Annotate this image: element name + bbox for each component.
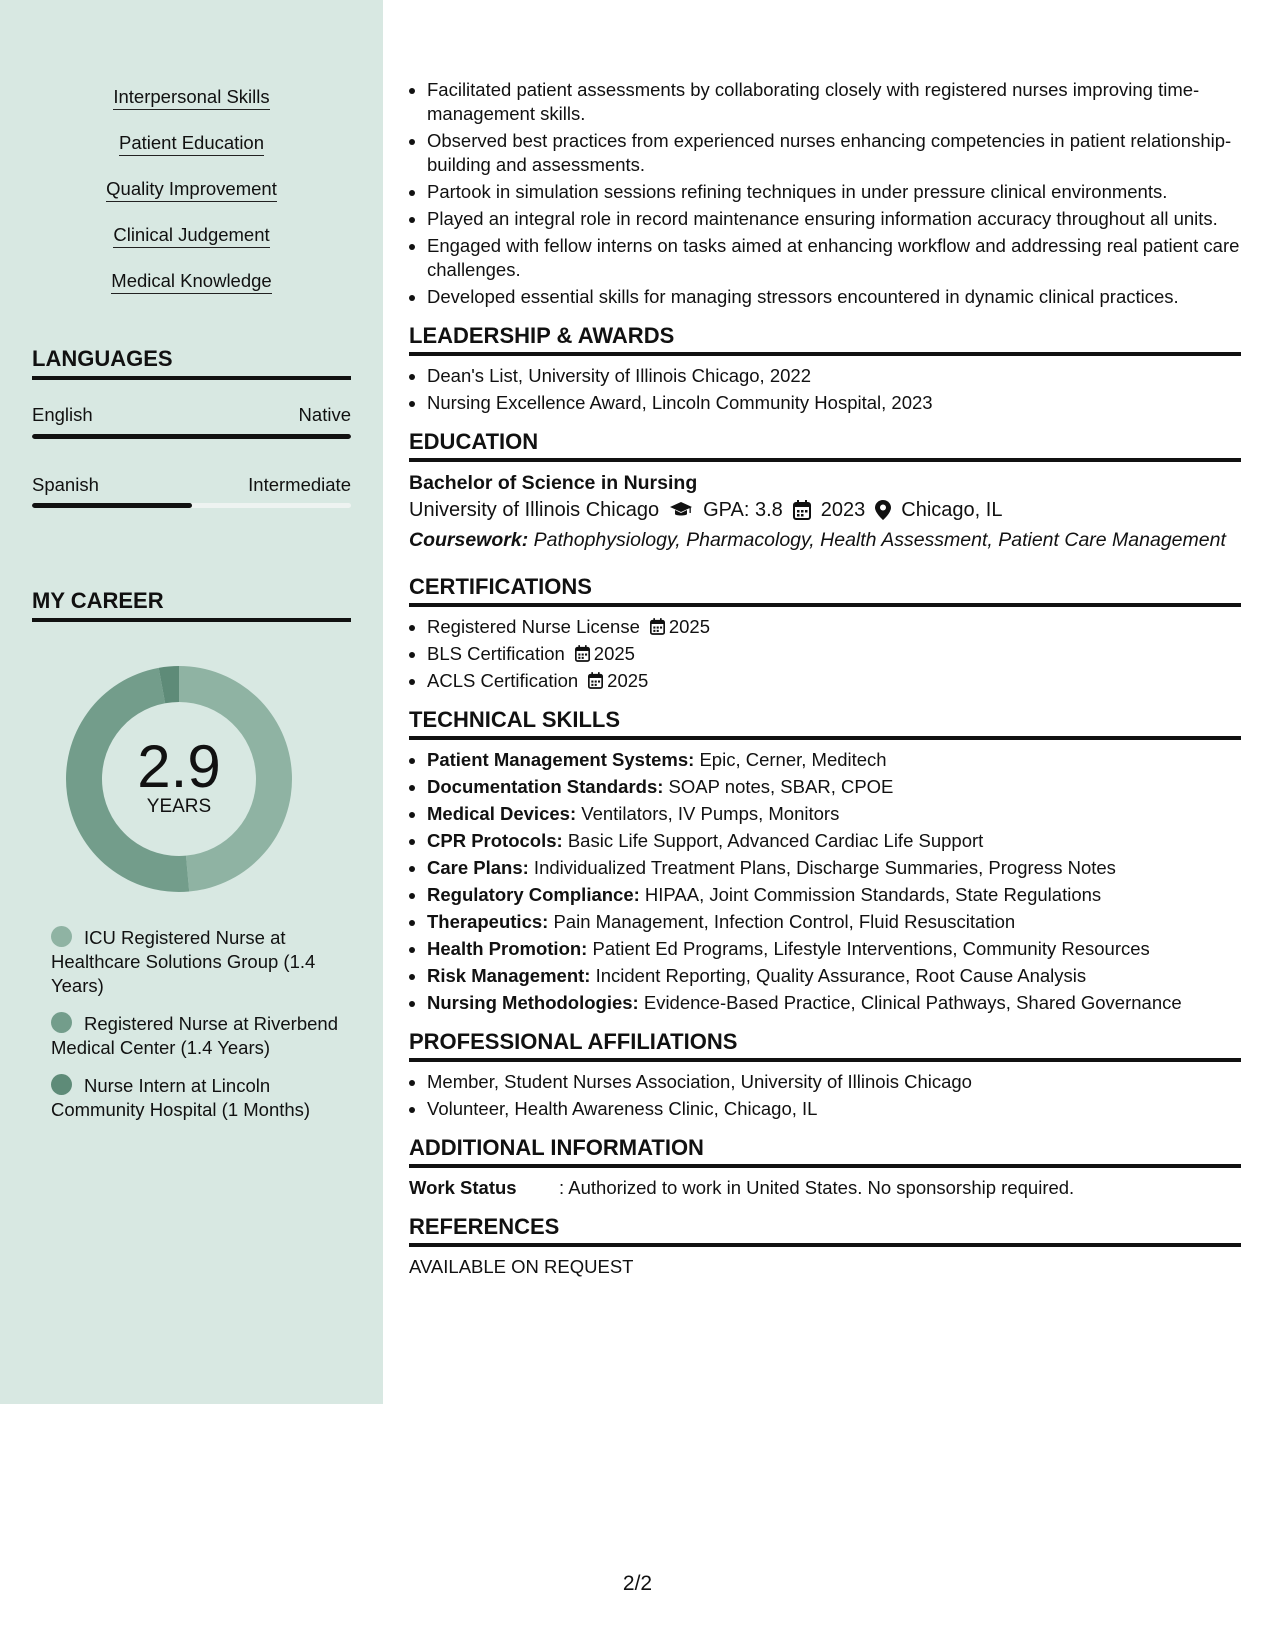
skill-tag: Interpersonal Skills bbox=[113, 86, 269, 110]
additional-info-heading: ADDITIONAL INFORMATION bbox=[409, 1135, 1241, 1168]
technical-skill-item bbox=[427, 829, 1241, 853]
skill-value: HIPAA, Joint Commission Standards, State Regulations bbox=[639, 884, 1102, 905]
experience-bullet: • Partook in simulation sessions refining techniques in under pressure clinical environments. bbox=[427, 180, 1241, 204]
calendar-icon bbox=[793, 500, 811, 520]
career-total-number: 2.9 bbox=[137, 733, 221, 800]
language-name: English bbox=[32, 404, 93, 425]
affiliations-heading: PROFESSIONAL AFFILIATIONS bbox=[409, 1029, 1241, 1062]
affiliation-item: • Member, Student Nurses Association, University of Illinois Chicago bbox=[427, 1070, 1241, 1094]
technical-skill-item bbox=[427, 856, 1241, 880]
certification-year: 2025 bbox=[607, 670, 649, 691]
technical-skill-item bbox=[427, 748, 1241, 772]
education-location: Chicago, IL bbox=[901, 499, 1003, 521]
skill-tag: Quality Improvement bbox=[106, 178, 277, 202]
calendar-icon bbox=[575, 645, 590, 662]
skill-label: Regulatory Compliance: bbox=[427, 884, 640, 905]
school-name: University of Illinois Chicago bbox=[409, 499, 660, 521]
career-heading: MY CAREER bbox=[32, 588, 351, 622]
skill-tags bbox=[0, 86, 383, 316]
certifications-list bbox=[409, 615, 1241, 693]
graduation-year: 2023 bbox=[820, 499, 866, 521]
language-proficiency-bar bbox=[32, 503, 351, 508]
main-content bbox=[409, 78, 1241, 1279]
skill-tag: Clinical Judgement bbox=[113, 224, 269, 248]
language-name: Spanish bbox=[32, 474, 99, 495]
references-text: AVAILABLE ON REQUEST bbox=[409, 1256, 634, 1277]
career-total bbox=[64, 733, 294, 818]
career-item-text: ICU Registered Nurse at Healthcare Solutions Group (1.4 Years) bbox=[51, 927, 316, 996]
work-status-value: : Authorized to work in United States. No sponsorship required. bbox=[559, 1177, 1075, 1198]
skill-tag: Medical Knowledge bbox=[111, 270, 271, 294]
calendar-icon bbox=[588, 672, 603, 689]
experience-bullet: • Engaged with fellow interns on tasks aimed at enhancing workflow and addressing real patient care challenges. bbox=[427, 234, 1241, 282]
calendar-icon bbox=[650, 618, 665, 635]
language-level: Native bbox=[298, 404, 351, 425]
experience-bullet: • Played an integral role in record maintenance ensuring information accuracy throughout all units. bbox=[427, 207, 1241, 231]
career-item-text: Nurse Intern at Lincoln Community Hospital (1 Months) bbox=[51, 1075, 311, 1120]
languages-heading: LANGUAGES bbox=[32, 346, 351, 380]
education-heading: EDUCATION bbox=[409, 429, 1241, 462]
technical-skill-item bbox=[427, 910, 1241, 934]
references-heading: REFERENCES bbox=[409, 1214, 1241, 1247]
skill-label: Documentation Standards: bbox=[427, 776, 664, 797]
location-pin-icon bbox=[875, 500, 891, 520]
skill-value: Ventilators, IV Pumps, Monitors bbox=[576, 803, 840, 824]
career-item bbox=[51, 1012, 341, 1060]
certification-year: 2025 bbox=[668, 616, 711, 637]
career-donut bbox=[64, 664, 294, 894]
technical-skills-list bbox=[409, 748, 1241, 1015]
technical-skill-item bbox=[427, 937, 1241, 961]
language-proficiency-bar bbox=[32, 434, 351, 439]
skill-value: Incident Reporting, Quality Assurance, Root Cause Analysis bbox=[590, 965, 1087, 986]
certification-name: ACLS Certification bbox=[427, 670, 579, 691]
leadership-heading: LEADERSHIP & AWARDS bbox=[409, 323, 1241, 356]
certification-item bbox=[427, 669, 1241, 693]
skill-value: Basic Life Support, Advanced Cardiac Life Support bbox=[562, 830, 984, 851]
work-status-label: Work Status bbox=[409, 1177, 517, 1198]
skill-label: Care Plans: bbox=[427, 857, 529, 878]
skill-value: Epic, Cerner, Meditech bbox=[694, 749, 887, 770]
technical-skill-item bbox=[427, 964, 1241, 988]
language-row bbox=[32, 404, 351, 426]
career-item-text: Registered Nurse at Riverbend Medical Center (1.4 Years) bbox=[51, 1013, 338, 1058]
technical-skills-heading: TECHNICAL SKILLS bbox=[409, 707, 1241, 740]
affiliations-list bbox=[409, 1070, 1241, 1121]
affiliation-item: • Volunteer, Health Awareness Clinic, Chicago, IL bbox=[427, 1097, 1241, 1121]
technical-skill-item bbox=[427, 775, 1241, 799]
certification-year: 2025 bbox=[593, 643, 635, 664]
degree-title: Bachelor of Science in Nursing bbox=[409, 472, 698, 494]
technical-skill-item bbox=[427, 991, 1241, 1015]
career-dot bbox=[51, 1074, 72, 1095]
certification-name: BLS Certification bbox=[427, 643, 565, 664]
language-level: Intermediate bbox=[248, 474, 351, 495]
skill-value: Individualized Treatment Plans, Discharge Summaries, Progress Notes bbox=[528, 857, 1116, 878]
coursework bbox=[409, 528, 1241, 552]
leadership-item: • Dean's List, University of Illinois Chicago, 2022 bbox=[427, 364, 1241, 388]
language-row bbox=[32, 474, 351, 496]
career-item bbox=[51, 1074, 341, 1122]
career-item bbox=[51, 926, 341, 998]
experience-bullet: • Observed best practices from experienced nurses enhancing competencies in patient relationship-building and assessments. bbox=[427, 129, 1241, 177]
career-dot bbox=[51, 926, 72, 947]
gpa: GPA: 3.8 bbox=[703, 499, 783, 521]
certification-name: Registered Nurse License bbox=[427, 616, 640, 637]
skill-label: Risk Management: bbox=[427, 965, 591, 986]
career-total-unit: YEARS bbox=[146, 796, 212, 817]
technical-skill-item bbox=[427, 883, 1241, 907]
coursework-label: Coursework: bbox=[409, 529, 529, 551]
experience-bullets bbox=[409, 78, 1241, 309]
education-meta bbox=[409, 496, 1241, 524]
certification-item bbox=[427, 642, 1241, 666]
experience-bullet: • Facilitated patient assessments by collaborating closely with registered nurses improving time-management skills. bbox=[427, 78, 1241, 126]
certification-item bbox=[427, 615, 1241, 639]
language-proficiency-fill bbox=[32, 503, 192, 508]
coursework-list: Pathophysiology, Pharmacology, Health Assessment, Patient Care Management bbox=[528, 529, 1226, 551]
sidebar bbox=[0, 0, 383, 1404]
experience-bullet: • Developed essential skills for managing stressors encountered in dynamic clinical practices. bbox=[427, 285, 1241, 309]
certifications-heading: CERTIFICATIONS bbox=[409, 574, 1241, 607]
career-list bbox=[51, 926, 341, 1136]
skill-value: SOAP notes, SBAR, CPOE bbox=[663, 776, 894, 797]
skill-label: CPR Protocols: bbox=[427, 830, 563, 851]
skill-label: Medical Devices: bbox=[427, 803, 577, 824]
language-proficiency-fill bbox=[32, 434, 351, 439]
skill-label: Therapeutics: bbox=[427, 911, 549, 932]
skill-label: Patient Management Systems: bbox=[427, 749, 695, 770]
leadership-item: • Nursing Excellence Award, Lincoln Community Hospital, 2023 bbox=[427, 391, 1241, 415]
skill-label: Nursing Methodologies: bbox=[427, 992, 639, 1013]
technical-skill-item bbox=[427, 802, 1241, 826]
skill-tag: Patient Education bbox=[119, 132, 264, 156]
skill-value: Patient Ed Programs, Lifestyle Interventions, Community Resources bbox=[587, 938, 1150, 959]
page-number: 2/2 bbox=[622, 1572, 653, 1595]
graduation-cap-icon bbox=[669, 501, 693, 519]
skill-value: Evidence-Based Practice, Clinical Pathways, Shared Governance bbox=[638, 992, 1182, 1013]
career-dot bbox=[51, 1012, 72, 1033]
skill-label: Health Promotion: bbox=[427, 938, 588, 959]
work-status-row bbox=[409, 1176, 1241, 1200]
skill-value: Pain Management, Infection Control, Fluid Resuscitation bbox=[548, 911, 1016, 932]
leadership-list bbox=[409, 364, 1241, 415]
